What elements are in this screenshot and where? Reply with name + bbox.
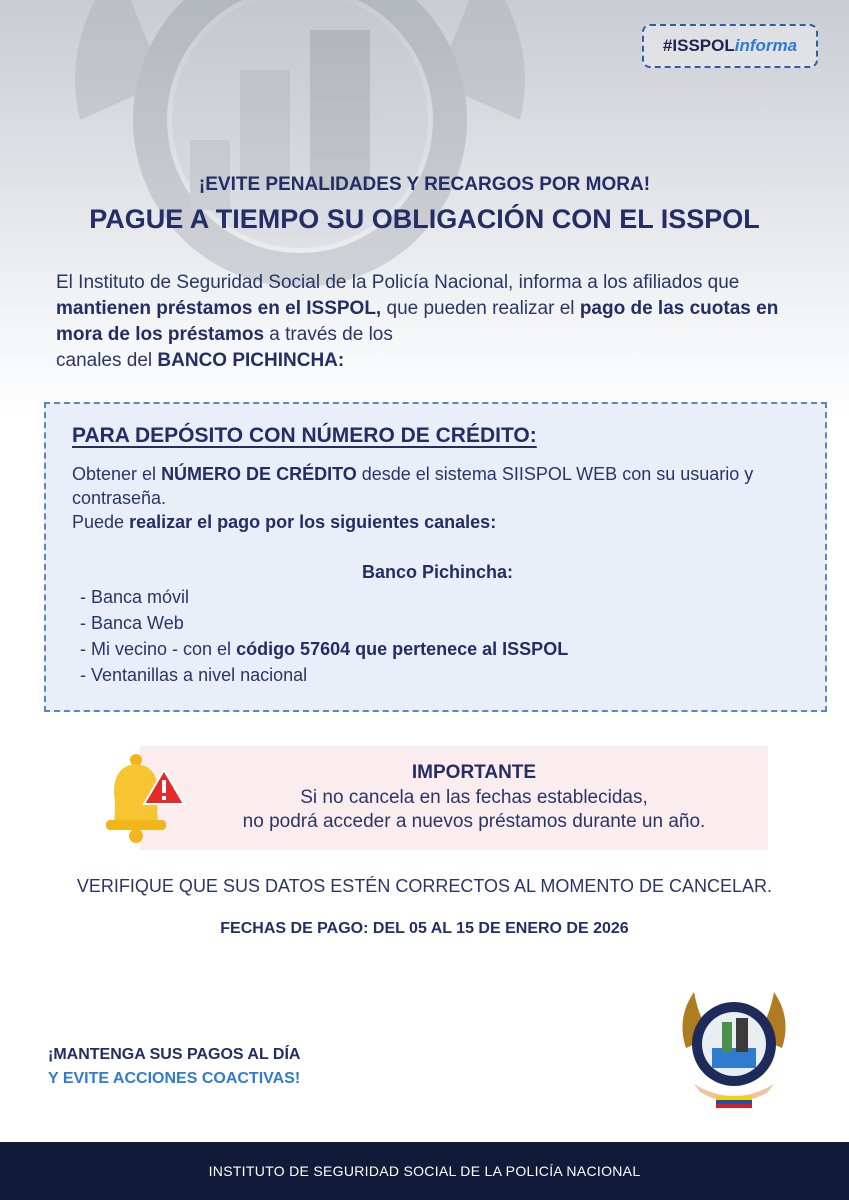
channel-item-mi-vecino (80, 636, 568, 662)
important-line-1: Si no cancela en las fechas establecidas, (300, 787, 648, 808)
deposit-box-text (72, 462, 792, 534)
channel-list (80, 584, 568, 688)
deposit-info-box (44, 402, 827, 712)
hashtag-suffix: informa (734, 36, 798, 55)
intro-bold-3: BANCO PICHINCHA: (157, 350, 345, 371)
deposit-text-1: Obtener el (72, 464, 162, 484)
channel-item-web: - Banca Web (80, 613, 184, 633)
important-title: IMPORTANTE (411, 762, 537, 783)
intro-paragraph (56, 270, 826, 374)
isspol-logo (676, 988, 792, 1112)
keep-payments-line-2: Y EVITE ACCIONES COACTIVAS! (48, 1070, 301, 1087)
channel-mi-vecino-text: - Mi vecino - con el (80, 639, 237, 659)
channel-item-mobile: - Banca móvil (80, 587, 190, 607)
hashtag-prefix: #ISSPOL (662, 36, 735, 55)
intro-text-2: que pueden realizar el (381, 298, 580, 319)
deposit-text-3: Puede (72, 512, 130, 532)
important-text (140, 786, 768, 834)
deposit-box-title: PARA DEPÓSITO CON NÚMERO DE CRÉDITO: (72, 424, 537, 447)
intro-text-4: canales del (56, 350, 158, 371)
deposit-bold-1: NÚMERO DE CRÉDITO (161, 464, 357, 484)
payment-dates: FECHAS DE PAGO: DEL 05 AL 15 DE ENERO DE 2026 (220, 920, 629, 937)
intro-text-1: El Instituto de Seguridad Social de la Policía Nacional, informa a los afiliados que (56, 272, 740, 293)
hashtag-badge (642, 24, 818, 68)
deposit-text-2: desde el sistema SIISPOL WEB con su usuario y contraseña. (72, 464, 754, 508)
headline-warning: ¡EVITE PENALIDADES Y RECARGOS POR MORA! (198, 174, 651, 195)
channel-item-windows: - Ventanillas a nivel nacional (80, 665, 308, 685)
channel-mi-vecino-code: código 57604 que pertenece al ISSPOL (236, 639, 569, 659)
bank-title: Banco Pichincha: (361, 562, 514, 582)
footer-bar: INSTITUTO DE SEGURIDAD SOCIAL DE LA POLICÍA NACIONAL (0, 1142, 849, 1200)
headline-main: PAGUE A TIEMPO SU OBLIGACIÓN CON EL ISSPOL (89, 204, 760, 234)
intro-text-3: a través de los (264, 324, 393, 345)
verify-notice: VERIFIQUE QUE SUS DATOS ESTÉN CORRECTOS AL MOMENTO DE CANCELAR. (76, 876, 773, 896)
intro-bold-1: mantienen préstamos en el ISSPOL, (56, 298, 382, 319)
important-line-2: no podrá acceder a nuevos préstamos durante un año. (242, 811, 706, 832)
deposit-bold-2: realizar el pago por los siguientes canales: (129, 512, 497, 532)
intro-bold-2: pago de las cuotas en mora de los préstamos (56, 298, 779, 345)
alert-bell-icon (100, 748, 190, 844)
important-notice (140, 746, 768, 850)
keep-payments-line-1: ¡MANTENGA SUS PAGOS AL DÍA (48, 1046, 301, 1063)
